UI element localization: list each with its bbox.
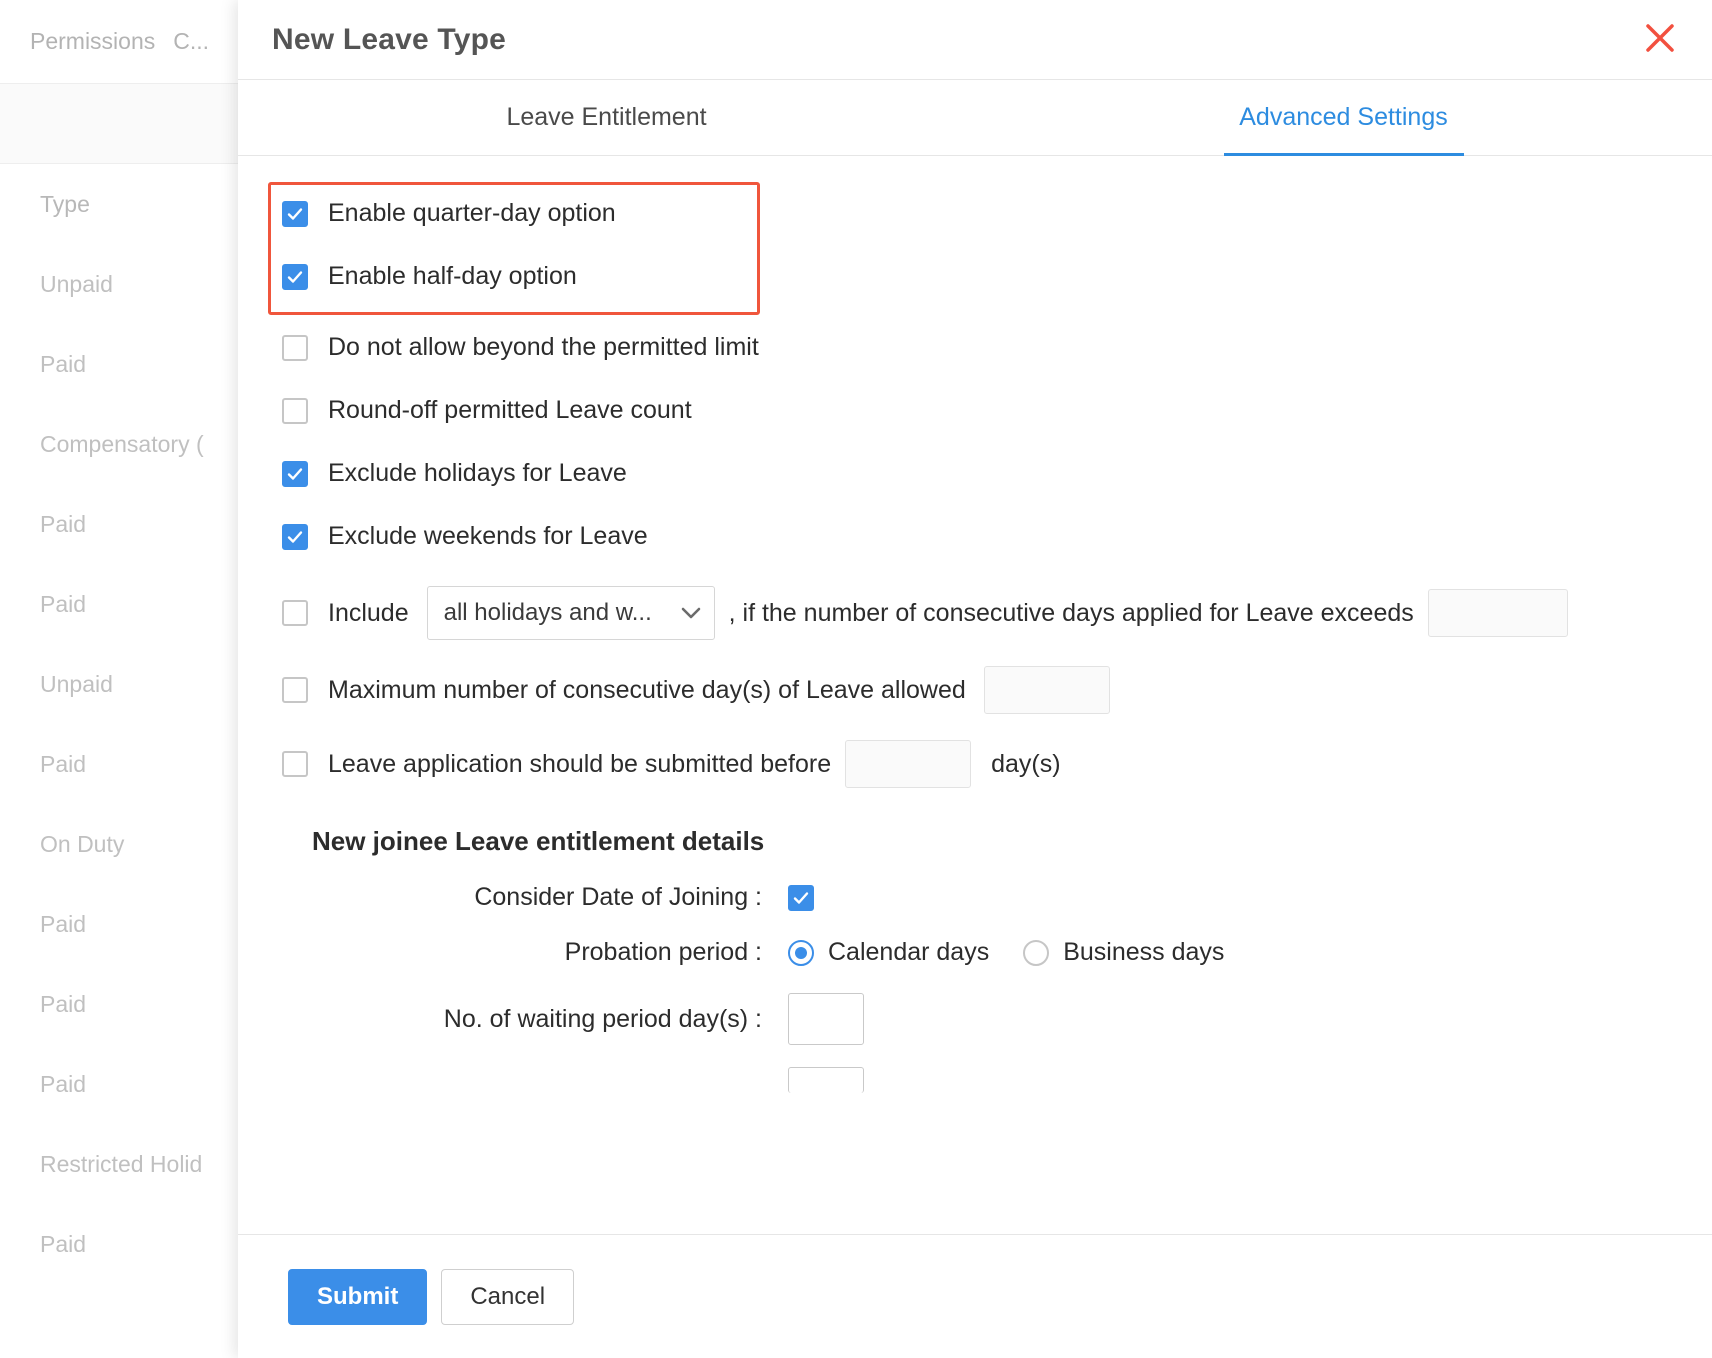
checkbox-exclude-weekends[interactable] bbox=[282, 524, 308, 550]
label-calendar-days: Calendar days bbox=[828, 938, 990, 966]
option-label-round-off: Round-off permitted Leave count bbox=[328, 396, 692, 424]
dialog-header bbox=[238, 0, 1712, 80]
option-label-exclude-weekends: Exclude weekends for Leave bbox=[328, 522, 648, 550]
background-topbar bbox=[0, 0, 240, 84]
max-consecutive-input[interactable] bbox=[984, 666, 1110, 714]
checkbox-enable-quarter-day[interactable] bbox=[282, 201, 308, 227]
close-icon[interactable] bbox=[1636, 14, 1684, 62]
radio-business-days[interactable] bbox=[1023, 940, 1049, 966]
table-row: Unpaid bbox=[40, 670, 113, 697]
checkbox-do-not-allow-beyond-limit[interactable] bbox=[282, 335, 308, 361]
field-partially-hidden bbox=[268, 1067, 1682, 1093]
checkbox-submit-before-days[interactable] bbox=[282, 751, 308, 777]
option-label-exclude-holidays: Exclude holidays for Leave bbox=[328, 459, 627, 487]
select-include-type[interactable] bbox=[427, 586, 715, 640]
table-row: Restricted Holid bbox=[40, 1150, 203, 1177]
option-row-exclude-holidays bbox=[282, 442, 1682, 505]
background-tab-c[interactable]: C... bbox=[173, 28, 210, 54]
option-row-half-day bbox=[282, 245, 1682, 308]
radio-calendar-days[interactable] bbox=[788, 940, 814, 966]
field-waiting-period-days bbox=[268, 993, 1682, 1045]
include-label: Include bbox=[328, 598, 409, 627]
tab-leave-entitlement[interactable]: Leave Entitlement bbox=[506, 103, 707, 131]
cancel-button[interactable]: Cancel bbox=[441, 1269, 574, 1325]
dialog-tabs bbox=[238, 80, 1712, 156]
checkbox-exclude-holidays[interactable] bbox=[282, 461, 308, 487]
background-column-header: Type bbox=[40, 190, 90, 217]
option-label-not-beyond-limit: Do not allow beyond the permitted limit bbox=[328, 333, 759, 361]
submit-button[interactable]: Submit bbox=[288, 1269, 427, 1325]
tab-advanced-settings[interactable]: Advanced Settings bbox=[975, 80, 1712, 155]
option-row-quarter-day bbox=[282, 182, 1682, 245]
checkbox-include-holidays[interactable] bbox=[282, 600, 308, 626]
checkbox-consider-date-of-joining[interactable] bbox=[788, 885, 814, 911]
checkbox-enable-half-day[interactable] bbox=[282, 264, 308, 290]
table-row: Paid bbox=[40, 510, 87, 537]
submit-before-input[interactable] bbox=[845, 740, 971, 788]
new-joinee-heading: New joinee Leave entitlement details bbox=[312, 826, 765, 856]
table-row: Paid bbox=[40, 350, 87, 377]
label-consider-date-of-joining: Consider Date of Joining : bbox=[474, 883, 762, 911]
table-row: Compensatory ( bbox=[40, 430, 204, 457]
label-probation-period: Probation period : bbox=[564, 938, 762, 966]
submit-before-suffix: day(s) bbox=[991, 749, 1061, 778]
background-tab-permissions[interactable]: Permissions bbox=[30, 28, 156, 54]
background-toolbar bbox=[0, 84, 240, 164]
include-exceeds-input[interactable] bbox=[1428, 589, 1568, 637]
table-row: Paid bbox=[40, 1230, 87, 1257]
table-row: Unpaid bbox=[40, 270, 113, 297]
option-row-exclude-weekends bbox=[282, 505, 1682, 568]
checkbox-round-off-leave-count[interactable] bbox=[282, 398, 308, 424]
table-row: On Duty bbox=[40, 830, 125, 857]
option-row-include-holidays bbox=[282, 586, 1682, 640]
waiting-period-days-input[interactable] bbox=[788, 993, 864, 1045]
field-probation-period bbox=[268, 938, 1682, 967]
option-row-max-consecutive bbox=[282, 666, 1682, 714]
field-consider-date-of-joining bbox=[268, 883, 1682, 912]
checkbox-max-consecutive-days[interactable] bbox=[282, 677, 308, 703]
option-label-half-day: Enable half-day option bbox=[328, 262, 577, 290]
option-row-round-off bbox=[282, 379, 1682, 442]
max-consecutive-label: Maximum number of consecutive day(s) of Leave allowed bbox=[328, 675, 966, 704]
table-row: Paid bbox=[40, 910, 87, 937]
option-row-not-beyond-limit bbox=[282, 316, 1682, 379]
select-include-type-value: all holidays and w... bbox=[443, 599, 652, 626]
table-row: Paid bbox=[40, 990, 87, 1017]
table-row: Paid bbox=[40, 590, 87, 617]
dialog-footer bbox=[238, 1234, 1712, 1358]
table-row: Paid bbox=[40, 750, 87, 777]
submit-before-label: Leave application should be submitted before bbox=[328, 749, 832, 778]
label-business-days: Business days bbox=[1063, 938, 1225, 966]
label-waiting-period-days: No. of waiting period day(s) : bbox=[443, 1004, 762, 1033]
partially-visible-input[interactable] bbox=[788, 1067, 864, 1093]
include-suffix-label: , if the number of consecutive days applied for Leave exceeds bbox=[728, 598, 1414, 627]
chevron-down-icon bbox=[680, 599, 702, 627]
table-row: Paid bbox=[40, 1070, 87, 1097]
new-leave-type-dialog bbox=[238, 0, 1712, 1358]
background-table bbox=[0, 164, 240, 1358]
page-title: New Leave Type bbox=[272, 22, 507, 56]
option-label-quarter-day: Enable quarter-day option bbox=[328, 199, 616, 227]
option-row-submit-before bbox=[282, 740, 1682, 788]
dialog-body bbox=[238, 156, 1712, 1234]
